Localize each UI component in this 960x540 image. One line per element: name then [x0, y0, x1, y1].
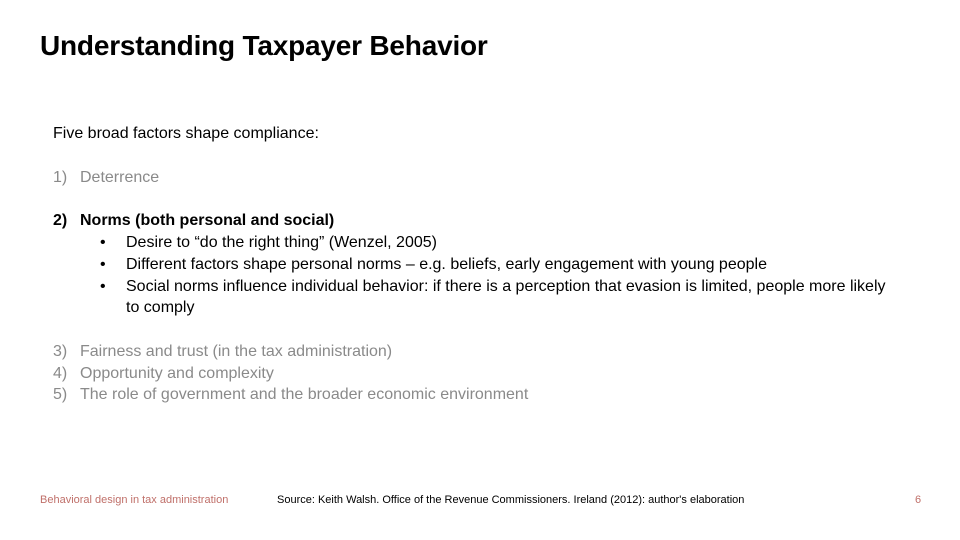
footer-source: Source: Keith Walsh. Office of the Revenue Commissioners. Ireland (2012): author's elaboration — [277, 494, 745, 506]
bullet-item: • Social norms influence individual behavior: if there is a perception that evasion is limited, people more likely to comply — [100, 277, 886, 317]
bullet-item: • Desire to “do the right thing” (Wenzel, 2005) — [100, 234, 437, 252]
footer-title: Behavioral design in tax administration — [40, 494, 229, 506]
intro-text: Five broad factors shape compliance: — [53, 125, 319, 142]
list-item-5: 5) The role of government and the broader economic environment — [53, 386, 529, 404]
list-item-3: 3) Fairness and trust (in the tax administration) — [53, 342, 393, 360]
list-item-2: 2) Norms (both personal and social) — [53, 212, 335, 230]
slide-title: Understanding Taxpayer Behavior — [40, 30, 488, 61]
bullet-item: • Different factors shape personal norms – e.g. beliefs, early engagement with young people — [100, 255, 767, 273]
slide-body — [53, 123, 891, 406]
page-number: 6 — [915, 494, 922, 506]
list-item-4: 4) Opportunity and complexity — [53, 364, 274, 382]
list-item-1: 1) Deterrence — [53, 168, 160, 186]
